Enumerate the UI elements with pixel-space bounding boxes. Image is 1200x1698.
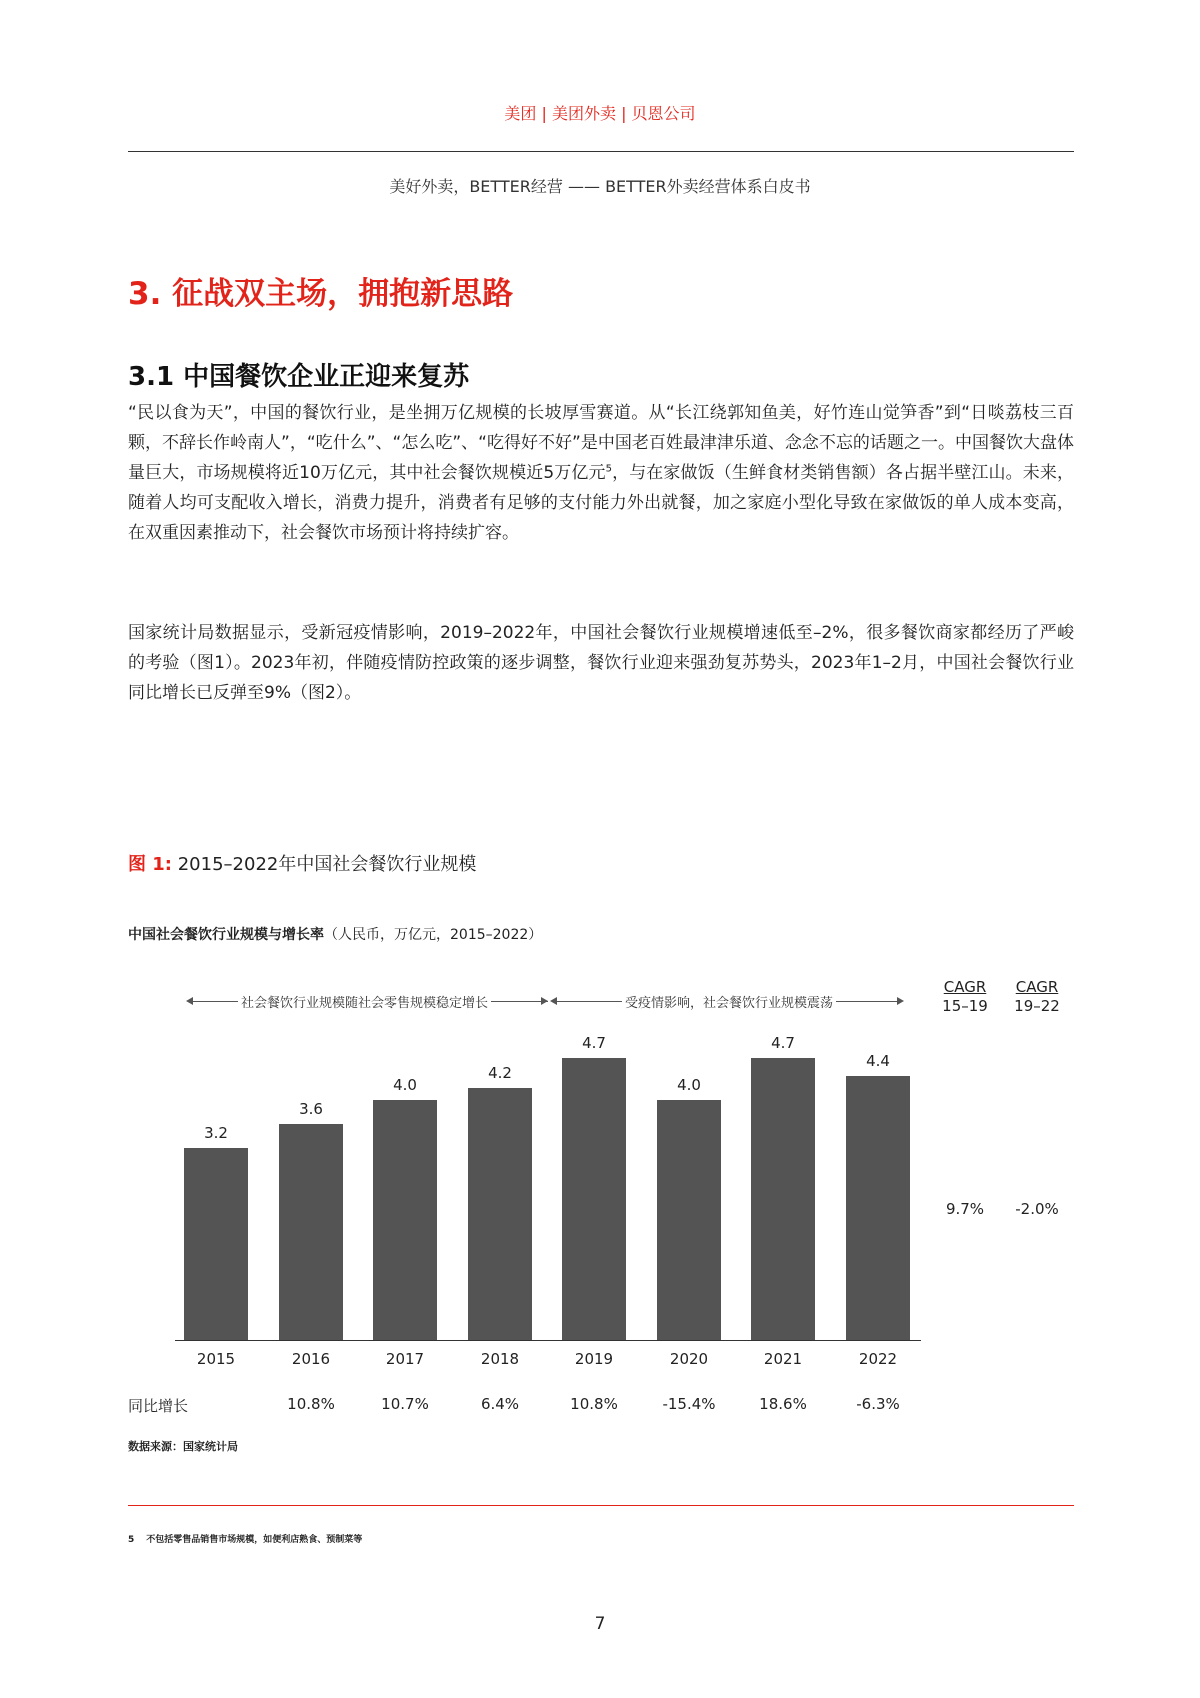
paragraph-2: 国家统计局数据显示，受新冠疫情影响，2019–2022年，中国社会餐饮行业规模增速低至–2%，很多餐饮商家都经历了严峻的考验（图1）。2023年初，伴随疫情防控政策的逐步调整，餐饮行业迎来强劲复苏势头，2023年1–2月，中国社会餐饮行业同比增长已反弹至9%（图2）。	[128, 623, 1074, 703]
footnote-divider	[128, 1505, 1074, 1506]
data-source: 数据来源：国家统计局	[128, 1440, 238, 1453]
x-tick-label: 2019	[574, 1350, 614, 1368]
cagr-label: CAGR	[1015, 978, 1059, 996]
growth-value: -15.4%	[662, 1395, 716, 1413]
bar-2017	[373, 1100, 437, 1340]
figure-label: 图 1:	[128, 854, 172, 875]
phase-annotations	[186, 992, 904, 1012]
chart-subtitle: （人民币，万亿元，2015–2022）	[324, 927, 543, 943]
x-tick-label: 2015	[196, 1350, 236, 1368]
section-title: 3. 征战双主场，拥抱新思路	[128, 276, 514, 312]
cagr-value-2: -2.0%	[1015, 1200, 1059, 1218]
growth-row-title: 同比增长	[128, 1397, 189, 1415]
growth-value: 10.8%	[287, 1395, 335, 1413]
figure-title: 2015–2022年中国社会餐饮行业规模	[177, 854, 477, 875]
x-tick-label: 2017	[385, 1350, 425, 1368]
subsection-title: 3.1 中国餐饮企业正迎来复苏	[128, 362, 470, 392]
footnote	[128, 1532, 362, 1545]
bar-2015	[184, 1148, 248, 1340]
paragraph-1-text-b: ，与在家做饭（生鲜食材类销售额）各占据半壁江山。未来，随着人均可支配收入增长，消费力提升，消费者有足够的支付能力外出就餐，加之家庭小型化导致在家做饭的单人成本变高，在双重因素推动下，社会餐饮市场预计将持续扩容。	[128, 463, 1074, 543]
bar-value-label: 4.2	[488, 1064, 512, 1082]
bar-value-label: 4.0	[393, 1076, 417, 1094]
paragraph-1	[128, 398, 1074, 548]
growth-value: -6.3%	[856, 1395, 900, 1413]
arrow-right-head	[897, 997, 904, 1005]
cagr-period: 15–19	[942, 997, 988, 1015]
cagr-header-1	[935, 978, 995, 1016]
x-tick-label: 2018	[480, 1350, 520, 1368]
footnote-number: 5	[128, 1535, 135, 1545]
bar-value-label: 4.7	[771, 1034, 795, 1052]
bar-2022	[846, 1076, 910, 1340]
growth-value: 10.8%	[570, 1395, 618, 1413]
bar-2021	[751, 1058, 815, 1340]
bar-value-label: 4.4	[866, 1052, 890, 1070]
footnote-text: 不包括零售品销售市场规模，如便利店熟食、预制菜等	[146, 1535, 363, 1545]
cagr-period: 19–22	[1014, 997, 1060, 1015]
x-axis	[175, 1340, 921, 1341]
page-number: 7	[594, 1614, 606, 1634]
cagr-header-2	[1007, 978, 1067, 1016]
figure-caption	[128, 850, 476, 876]
header-subtitle: 美好外卖，BETTER经营 —— BETTER外卖经营体系白皮书	[389, 177, 811, 196]
arrow-right-head	[541, 997, 548, 1005]
bar-value-label: 3.6	[299, 1100, 323, 1118]
bar-value-label: 4.7	[582, 1034, 606, 1052]
x-tick-label: 2020	[669, 1350, 709, 1368]
header-divider	[128, 151, 1074, 152]
x-tick-label: 2022	[858, 1350, 898, 1368]
cagr-label: CAGR	[943, 978, 987, 996]
footnote-ref: 5	[605, 463, 612, 475]
bar-2019	[562, 1058, 626, 1340]
bar-value-label: 3.2	[204, 1124, 228, 1142]
bar-2018	[468, 1088, 532, 1340]
growth-value: 18.6%	[759, 1395, 807, 1413]
bar-value-label: 4.0	[677, 1076, 701, 1094]
chart-title: 中国社会餐饮行业规模与增长率	[128, 927, 324, 943]
phase1-text: 社会餐饮行业规模随社会零售规模稳定增长	[238, 992, 491, 1011]
x-tick-label: 2021	[763, 1350, 803, 1368]
phase2-text: 受疫情影响，社会餐饮行业规模震荡	[622, 992, 836, 1011]
cagr-value-1: 9.7%	[945, 1200, 985, 1218]
chart-title-line	[128, 924, 542, 944]
growth-value: 10.7%	[381, 1395, 429, 1413]
paragraph-1-text-a: “民以食为天”，中国的餐饮行业，是坐拥万亿规模的长坡厚雪赛道。从“长江绕郭知鱼美，好竹连山觉笋香”到“日啖荔枝三百颗，不辞长作岭南人”，“吃什么”、“怎么吃”、“吃得好不好”是中国老百姓最津津乐道、念念不忘的话题之一。中国餐饮大盘体量巨大，市场规模将近10万亿元，其中社会餐饮规模近5万亿元	[128, 403, 1074, 483]
growth-value: 6.4%	[480, 1395, 520, 1413]
x-tick-label: 2016	[291, 1350, 331, 1368]
bar-2016	[279, 1124, 343, 1340]
bar-2020	[657, 1100, 721, 1340]
header-brand: 美团 | 美团外卖 | 贝恩公司	[504, 104, 696, 123]
